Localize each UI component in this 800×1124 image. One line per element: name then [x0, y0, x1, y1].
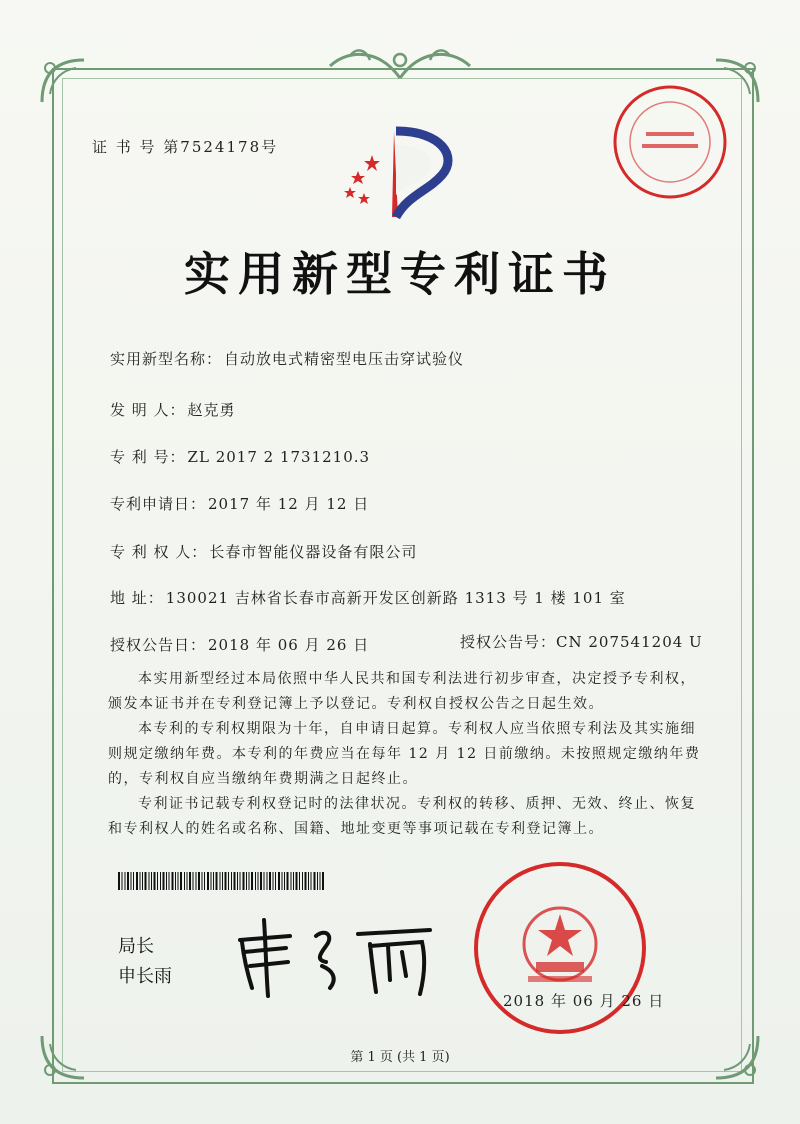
barcode-bar [305, 872, 307, 890]
field-grant-announcement-number [460, 631, 703, 652]
field-label: 地 址： [110, 589, 164, 607]
barcode-bar [122, 872, 123, 890]
barcode-bar [291, 872, 292, 890]
barcode-bar [322, 872, 324, 890]
field-value: 长春市智能仪器设备有限公司 [209, 543, 418, 561]
barcode-bar [243, 872, 245, 890]
field-patentee [110, 541, 417, 562]
barcode-bar [189, 872, 191, 890]
barcode-bar [149, 872, 150, 890]
barcode-bar [228, 872, 229, 890]
field-value: 130021 吉林省长春市高新开发区创新路 1313 号 1 楼 101 室 [165, 589, 626, 607]
field-label: 实用新型名称： [110, 350, 223, 368]
barcode [118, 872, 328, 890]
tax-seal-icon [610, 82, 730, 202]
body-paragraph: 本实用新型经过本局依照中华人民共和国专利法进行初步审查，决定授予专利权，颁发本证书并在专利登记簿上予以登记。专利权自授权公告之日起生效。 [108, 671, 696, 712]
seal-date: 2018 年 06 月 26 日 [503, 992, 665, 1010]
barcode-bar [184, 872, 185, 890]
barcode-bar [207, 872, 209, 890]
barcode-bar [275, 872, 276, 890]
barcode-bar [222, 872, 223, 890]
barcode-bar [193, 872, 194, 890]
field-value: 赵克勇 [187, 401, 236, 419]
barcode-bar [240, 872, 241, 890]
barcode-bar [136, 872, 138, 890]
field-label: 发 明 人： [110, 401, 186, 419]
barcode-bar [246, 872, 247, 890]
barcode-bar [311, 872, 312, 890]
field-value: CN 207541204 U [556, 633, 703, 651]
field-patent-number [110, 446, 370, 467]
barcode-bar [202, 872, 203, 890]
field-value: 2017 年 12 月 12 日 [208, 495, 370, 513]
field-grant-announcement-date [110, 634, 369, 655]
body-paragraph: 本专利的专利权期限为十年，自申请日起算。专利权人应当依照专利法及其实施细则规定缴纳年费。本专利的年费应当在每年 12 月 12 日前缴纳。未按照规定缴纳年费的，专利权自应当缴纳年费期满之日起终止。 [108, 721, 701, 787]
barcode-bar [231, 872, 232, 890]
signatory-role: 局长 [118, 936, 154, 957]
barcode-bar [211, 872, 212, 890]
barcode-bar [273, 872, 274, 890]
barcode-bar [282, 872, 283, 890]
barcode-bar [178, 872, 179, 890]
barcode-bar [154, 872, 156, 890]
corner-ornament-icon [36, 54, 90, 108]
barcode-bar [160, 872, 161, 890]
field-value: ZL 2017 2 1731210.3 [187, 448, 371, 466]
field-label: 授权公告日： [110, 636, 207, 654]
barcode-bar [198, 872, 200, 890]
barcode-bar [287, 872, 289, 890]
barcode-bar [260, 872, 262, 890]
barcode-bar [166, 872, 167, 890]
barcode-bar [196, 872, 197, 890]
barcode-bar [264, 872, 265, 890]
barcode-bar [269, 872, 271, 890]
field-address [110, 587, 626, 608]
field-utility-model-name [110, 348, 464, 369]
field-inventor [110, 399, 236, 420]
barcode-bar [284, 872, 285, 890]
cnipa-logo-icon [332, 125, 472, 223]
barcode-bar [145, 872, 147, 890]
barcode-bar [213, 872, 214, 890]
barcode-bar [320, 872, 321, 890]
barcode-bar [175, 872, 176, 890]
barcode-bar [163, 872, 165, 890]
barcode-bar [187, 872, 188, 890]
barcode-bar [133, 872, 134, 890]
barcode-bar [172, 872, 174, 890]
barcode-bar [258, 872, 259, 890]
barcode-bar [278, 872, 280, 890]
barcode-bar [140, 872, 141, 890]
top-ornament-icon [310, 40, 490, 84]
cnipa-seal-icon [470, 858, 650, 1038]
barcode-bar [220, 872, 221, 890]
barcode-bar [249, 872, 250, 890]
barcode-bar [151, 872, 152, 890]
barcode-bar [251, 872, 253, 890]
barcode-bar [225, 872, 227, 890]
field-label: 专利申请日： [110, 495, 207, 513]
barcode-bar [267, 872, 268, 890]
barcode-bar [131, 872, 132, 890]
barcode-bar [216, 872, 218, 890]
barcode-bar [237, 872, 238, 890]
page-indicator: 第 1 页 (共 1 页) [350, 1050, 450, 1065]
barcode-bar [142, 872, 143, 890]
field-label: 授权公告号： [460, 633, 557, 651]
field-filing-date [110, 493, 369, 514]
barcode-bar [118, 872, 120, 890]
barcode-bar [127, 872, 129, 890]
signatory-name: 申长雨 [118, 966, 172, 987]
barcode-bar [314, 872, 316, 890]
barcode-bar [255, 872, 256, 890]
barcode-bar [204, 872, 205, 890]
certificate-title: 实用新型专利证书 [184, 247, 616, 301]
barcode-bar [317, 872, 318, 890]
handwritten-signature [230, 900, 450, 1000]
barcode-bar [299, 872, 300, 890]
barcode-bar [308, 872, 309, 890]
certificate-number: 证 书 号 第7524178号 [92, 138, 279, 156]
field-label: 专 利 号： [110, 448, 186, 466]
barcode-bar [234, 872, 236, 890]
barcode-bar [169, 872, 170, 890]
barcode-bar [180, 872, 182, 890]
barcode-bar [157, 872, 158, 890]
field-value: 2018 年 06 月 26 日 [208, 636, 370, 654]
field-label: 专 利 权 人： [110, 543, 208, 561]
barcode-bar [125, 872, 126, 890]
barcode-bar [296, 872, 298, 890]
barcode-bar [293, 872, 294, 890]
body-paragraph: 专利证书记载专利权登记时的法律状况。专利权的转移、质押、无效、终止、恢复和专利权人的姓名或名称、国籍、地址变更等事项记载在专利登记簿上。 [108, 796, 696, 837]
field-value: 自动放电式精密型电压击穿试验仪 [224, 350, 465, 368]
barcode-bar [302, 872, 303, 890]
